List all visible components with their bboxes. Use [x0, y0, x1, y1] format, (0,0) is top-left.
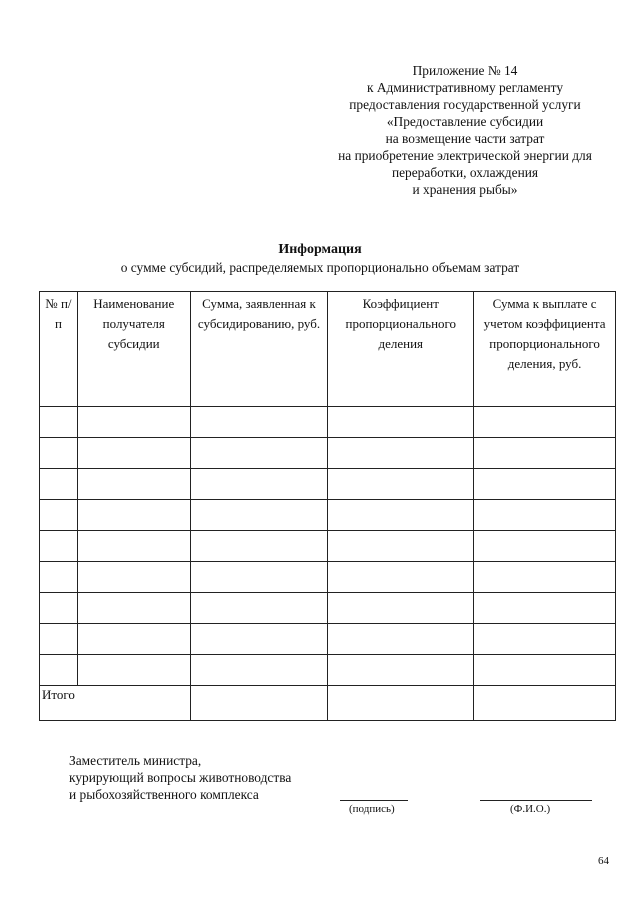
table-row: [40, 593, 616, 624]
table-row: [40, 469, 616, 500]
table-cell: [40, 438, 78, 469]
table-cell: [77, 438, 190, 469]
table-cell: [77, 593, 190, 624]
table-row: [40, 562, 616, 593]
table-cell: [474, 469, 616, 500]
table-cell: [190, 407, 328, 438]
table-cell: [328, 562, 474, 593]
table-cell: [328, 531, 474, 562]
signatory-line: курирующий вопросы животноводства: [69, 770, 292, 785]
subsidy-table: [39, 291, 616, 721]
table-cell: [474, 407, 616, 438]
table-cell: [77, 407, 190, 438]
table-header-row: [40, 292, 616, 407]
column-header-coefficient: Коэффициент пропорционального деления: [328, 292, 474, 407]
table-row: [40, 438, 616, 469]
name-line: [480, 800, 592, 801]
table-cell: [40, 624, 78, 655]
appendix-line: Приложение № 14: [412, 63, 518, 78]
table-cell: [40, 469, 78, 500]
signatory-line: и рыбохозяйственного комплекса: [69, 787, 259, 802]
table-cell: [77, 500, 190, 531]
table-cell: [328, 469, 474, 500]
column-header-claimed-amount: Сумма, заявленная к субсидированию, руб.: [190, 292, 328, 407]
table-cell: [190, 655, 328, 686]
total-label: Итого: [40, 686, 191, 721]
appendix-header: [310, 62, 620, 198]
table-cell: [77, 531, 190, 562]
appendix-line: и хранения рыбы»: [412, 182, 518, 197]
table-cell: [77, 469, 190, 500]
table-cell: [40, 562, 78, 593]
table-cell: [40, 407, 78, 438]
table-cell: [328, 655, 474, 686]
table-cell: [190, 438, 328, 469]
table-cell: [190, 500, 328, 531]
column-header-payout-amount: Сумма к выплате с учетом коэффициента пропорционального деления, руб.: [474, 292, 616, 407]
table-cell: [474, 686, 616, 721]
table-row: [40, 407, 616, 438]
table-cell: [190, 531, 328, 562]
page-number: 64: [598, 855, 609, 867]
table-cell: [328, 593, 474, 624]
table-row: [40, 655, 616, 686]
table-row: [40, 624, 616, 655]
table-cell: [328, 686, 474, 721]
table-cell: [474, 562, 616, 593]
table-cell: [190, 469, 328, 500]
signature-line: [340, 800, 408, 801]
table-cell: [190, 593, 328, 624]
table-row: [40, 500, 616, 531]
table-cell: [474, 531, 616, 562]
table-cell: [328, 438, 474, 469]
table-cell: [40, 593, 78, 624]
table-cell: [328, 500, 474, 531]
signature-caption: (подпись): [349, 803, 395, 815]
table-cell: [40, 500, 78, 531]
name-caption: (Ф.И.О.): [510, 803, 551, 815]
table-cell: [40, 531, 78, 562]
table-row: [40, 531, 616, 562]
document-subtitle: о сумме субсидий, распределяемых пропорционально объемам затрат: [120, 260, 520, 275]
table-cell: [77, 655, 190, 686]
table-cell: [474, 438, 616, 469]
table-cell: [190, 686, 328, 721]
table-cell: [328, 407, 474, 438]
column-header-number: № п/п: [40, 292, 78, 407]
appendix-line: на приобретение электрической энергии для: [338, 148, 592, 163]
table-cell: [474, 500, 616, 531]
table-cell: [77, 624, 190, 655]
table-cell: [190, 624, 328, 655]
table-cell: [77, 562, 190, 593]
appendix-line: «Предоставление субсидии: [386, 114, 544, 129]
table-cell: [474, 593, 616, 624]
appendix-line: на возмещение части затрат: [385, 131, 545, 146]
appendix-line: предоставления государственной услуги: [349, 97, 581, 112]
table-cell: [40, 655, 78, 686]
appendix-line: к Административному регламенту: [366, 80, 564, 95]
signatory-line: Заместитель министра,: [69, 753, 202, 768]
column-header-recipient: Наименование получателя субсидии: [77, 292, 190, 407]
appendix-line: переработки, охлаждения: [391, 165, 539, 180]
table-cell: [474, 624, 616, 655]
total-row: [40, 686, 616, 721]
table-cell: [190, 562, 328, 593]
table-cell: [474, 655, 616, 686]
table-cell: [328, 624, 474, 655]
signatory-block: [69, 752, 291, 803]
document-title: Информация: [278, 242, 362, 257]
